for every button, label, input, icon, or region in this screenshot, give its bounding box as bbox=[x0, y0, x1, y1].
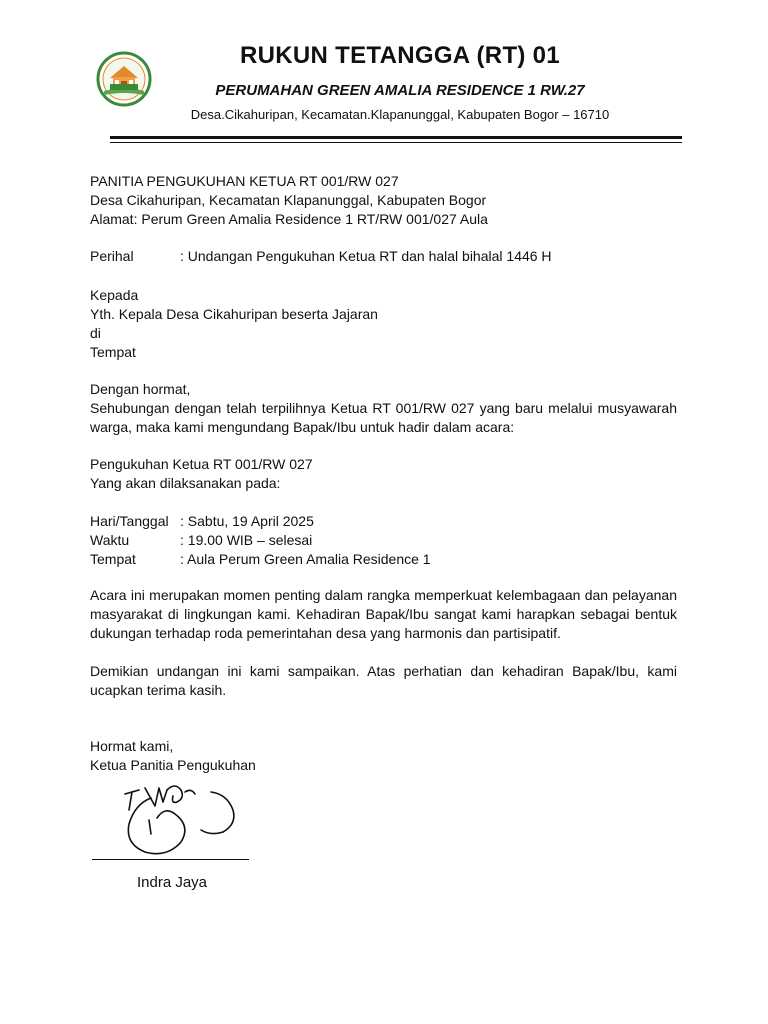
detail-value-date: : Sabtu, 19 April 2025 bbox=[180, 513, 314, 529]
letterhead-rule-thin bbox=[110, 142, 682, 143]
subject-value: : Undangan Pengukuhan Ketua RT dan halal bihalal 1446 H bbox=[180, 248, 552, 264]
detail-label-time: Waktu bbox=[90, 532, 130, 548]
signatory-name: Indra Jaya bbox=[136, 874, 208, 891]
detail-label-date: Hari/Tanggal bbox=[90, 513, 169, 529]
letterhead-title: RUKUN TETANGGA (RT) 01 bbox=[240, 42, 560, 69]
recipient-line-3: di bbox=[90, 325, 101, 341]
signature-line bbox=[92, 859, 249, 860]
letterhead-address: Desa.Cikahuripan, Kecamatan.Klapanunggal, Kabupaten Bogor – 16710 bbox=[190, 107, 610, 122]
closing-line-1: Hormat kami, bbox=[90, 738, 174, 754]
sender-line-3: Alamat: Perum Green Amalia Residence 1 RT/RW 001/027 Aula bbox=[90, 211, 488, 227]
sender-line-2: Desa Cikahuripan, Kecamatan Klapanunggal, Kabupaten Bogor bbox=[90, 192, 487, 208]
handwritten-signature bbox=[115, 780, 245, 860]
letterhead-subtitle: PERUMAHAN GREEN AMALIA RESIDENCE 1 RW.27 bbox=[215, 82, 585, 99]
detail-value-place: : Aula Perum Green Amalia Residence 1 bbox=[180, 551, 431, 567]
body-paragraph-2: Acara ini merupakan momen penting dalam rangka memperkuat kelembagaan dan pelayanan masyarakat di lingkungan kami. Kehadiran Bapak/Ibu sangat kami harapkan sebagai bentuk dukungan terhadap roda pemerintahan desa yang harmonis dan partisipatif. bbox=[90, 587, 677, 641]
greeting: Dengan hormat, bbox=[90, 381, 191, 397]
closing-line-2: Ketua Panitia Pengukuhan bbox=[90, 757, 256, 773]
subject-label: Perihal bbox=[90, 248, 134, 264]
event-subtitle: Yang akan dilaksanakan pada: bbox=[90, 475, 281, 491]
recipient-line-2: Yth. Kepala Desa Cikahuripan beserta Jajaran bbox=[90, 306, 378, 322]
event-title: Pengukuhan Ketua RT 001/RW 027 bbox=[90, 456, 313, 472]
sender-line-1: PANITIA PENGUKUHAN KETUA RT 001/RW 027 bbox=[90, 173, 399, 189]
detail-value-time: : 19.00 WIB – selesai bbox=[180, 532, 313, 548]
recipient-line-1: Kepada bbox=[90, 287, 139, 303]
house-logo-icon bbox=[96, 51, 152, 107]
detail-label-place: Tempat bbox=[90, 551, 136, 567]
intro-paragraph: Sehubungan dengan telah terpilihnya Ketua RT 001/RW 027 yang baru melalui musyawarah warga, maka kami mengundang Bapak/Ibu untuk hadir dalam acara: bbox=[90, 400, 677, 435]
recipient-line-4: Tempat bbox=[90, 344, 136, 360]
letterhead-rule-thick bbox=[110, 136, 682, 139]
body-paragraph-3: Demikian undangan ini kami sampaikan. Atas perhatian dan kehadiran Bapak/Ibu, kami ucapkan terima kasih. bbox=[90, 663, 677, 698]
